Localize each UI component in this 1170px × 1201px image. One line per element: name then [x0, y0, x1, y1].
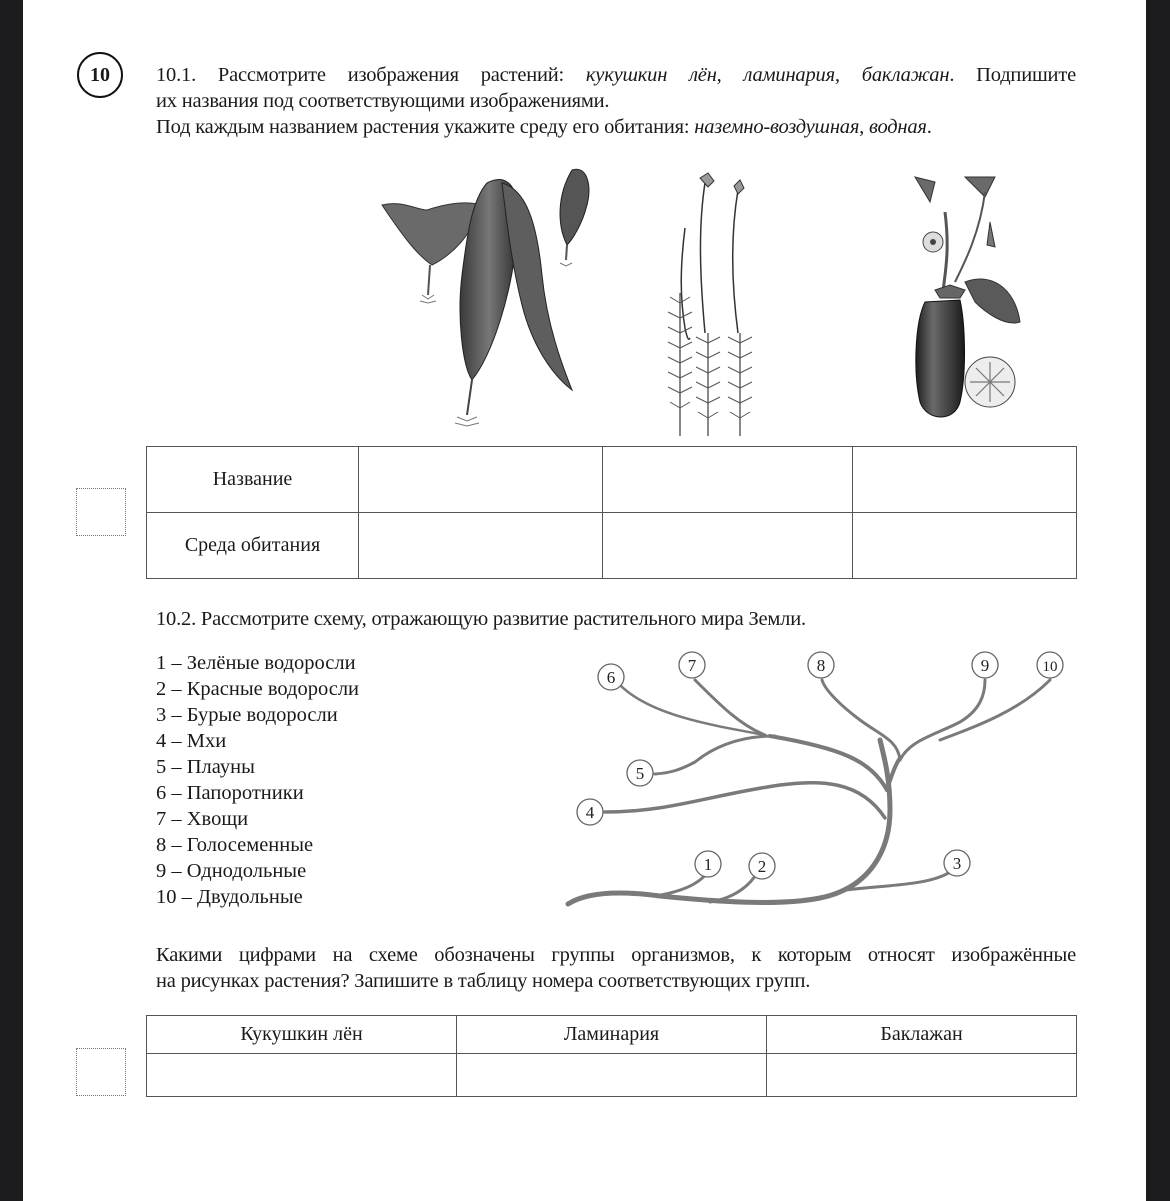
- answer-cell[interactable]: [767, 1054, 1077, 1097]
- node-label-2: 2: [757, 857, 767, 876]
- plants-table: [146, 446, 1077, 579]
- node-label-3: 3: [952, 854, 962, 873]
- legend-item: 9 – Однодольные: [156, 860, 307, 882]
- question-number: 10: [90, 63, 110, 86]
- header-moss: Кукушкин лён: [147, 1016, 457, 1054]
- node-label-8: 8: [816, 656, 826, 675]
- question-line-1: Какими цифрами на схеме обозначены группы организмов, к которым относят изображённые: [156, 944, 1076, 966]
- part2-intro: 10.2. Рассмотрите схему, отражающую развитие растительного мира Земли.: [156, 608, 806, 630]
- answer-cell[interactable]: [853, 447, 1077, 513]
- part2-question: [156, 942, 1076, 994]
- answer-cell[interactable]: [147, 1054, 457, 1097]
- kelp-illustration: [372, 165, 602, 435]
- header-kelp: Ламинария: [457, 1016, 767, 1054]
- moss-illustration: [660, 168, 770, 438]
- node-label-10: 10: [1042, 659, 1058, 675]
- part1-line3: [156, 114, 1076, 140]
- question-line-2: на рисунках растения? Запишите в таблицу номера соответствующих групп.: [156, 970, 811, 992]
- node-label-4: 4: [585, 803, 595, 822]
- groups-table-header: [147, 1016, 1077, 1054]
- habitat-options: наземно-воздушная, водная: [694, 116, 927, 138]
- table-row-habitat: [147, 513, 1077, 579]
- part1-line1: [156, 62, 1076, 88]
- branch-2: [710, 873, 757, 902]
- answer-cell[interactable]: [853, 513, 1077, 579]
- legend-item: 10 – Двудольные: [156, 886, 303, 908]
- branch-upper-left: [770, 736, 887, 790]
- row-label-name: Название: [147, 447, 359, 513]
- branch-4: [605, 783, 885, 818]
- answer-cell[interactable]: [603, 447, 853, 513]
- evolution-tree-diagram: [560, 640, 1080, 915]
- text: Под каждым названием растения укажите среду его обитания:: [156, 116, 695, 138]
- legend-item: 5 – Плауны: [156, 756, 255, 778]
- legend-item: 6 – Папоротники: [156, 782, 304, 804]
- node-label-7: 7: [687, 656, 697, 675]
- text: 10.1. Рассмотрите изображения растений:: [156, 64, 586, 86]
- part1-instructions: [156, 62, 1076, 140]
- groups-table: [146, 1015, 1077, 1097]
- node-label-1: 1: [703, 855, 713, 874]
- node-label-9: 9: [980, 656, 990, 675]
- legend-item: 2 – Красные водоросли: [156, 678, 360, 700]
- score-box-1[interactable]: [76, 488, 126, 536]
- legend-item: 4 – Мхи: [156, 730, 227, 752]
- header-eggplant: Баклажан: [767, 1016, 1077, 1054]
- branch-1: [655, 872, 708, 896]
- branch-6: [620, 685, 765, 735]
- row-label-habitat: Среда обитания: [147, 513, 359, 579]
- text: . Подпишите: [949, 64, 1076, 86]
- branch-7: [695, 680, 765, 735]
- groups-table-answers: [147, 1054, 1077, 1097]
- branch-9: [900, 680, 985, 760]
- legend-item: 8 – Голосеменные: [156, 834, 314, 856]
- node-label-5: 5: [635, 764, 645, 783]
- question-number-badge: [77, 52, 123, 98]
- plant-names: кукушкин лён, ламинария, баклажан: [585, 64, 950, 86]
- branch-5: [655, 736, 775, 774]
- group-legend: [156, 650, 359, 910]
- text: .: [926, 116, 932, 138]
- eggplant-illustration: [905, 172, 1025, 422]
- table-row-name: [147, 447, 1077, 513]
- answer-cell[interactable]: [457, 1054, 767, 1097]
- node-label-6: 6: [606, 668, 616, 687]
- score-box-2[interactable]: [76, 1048, 126, 1096]
- legend-item: 3 – Бурые водоросли: [156, 704, 338, 726]
- branch-10: [940, 680, 1050, 740]
- branch-8: [822, 680, 900, 760]
- answer-cell[interactable]: [359, 447, 603, 513]
- legend-item: 7 – Хвощи: [156, 808, 249, 830]
- legend-item: 1 – Зелёные водоросли: [156, 652, 356, 674]
- answer-cell[interactable]: [603, 513, 853, 579]
- tree-trunk: [568, 740, 890, 904]
- part1-line2: их названия под соответствующими изображениями.: [156, 90, 610, 112]
- answer-cell[interactable]: [359, 513, 603, 579]
